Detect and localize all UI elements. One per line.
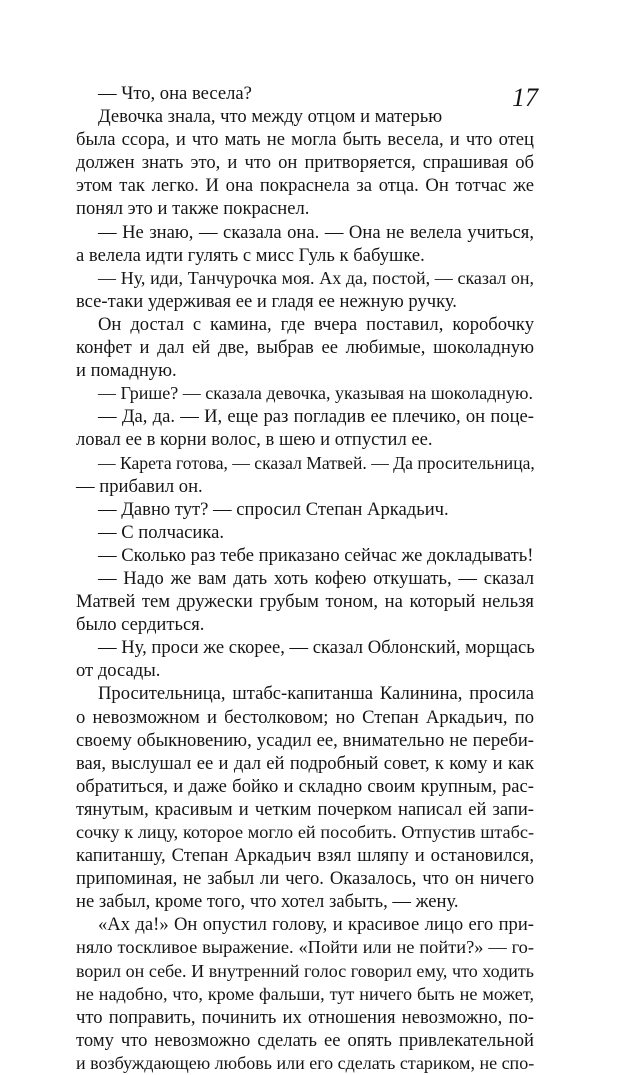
text-line: — Не знаю, — сказала она. — Она не велела учиться, [98, 221, 534, 243]
text-line: тянутым, красивым и четким почерком написал ей запи- [76, 798, 534, 820]
text-line: — Сколько раз тебе приказано сейчас же докладывать! [98, 544, 534, 566]
text-line: Матвей тем дружески грубым тоном, на который нельзя [76, 591, 534, 613]
text-line: тому что невозможно сделать ее опять привлекательной [76, 1029, 534, 1051]
text-block [76, 82, 534, 1075]
text-line: этом так легко. И она покраснела за отца. Он тотчас же [76, 175, 534, 197]
text-line: Он достал с камина, где вчера поставил, коробочку [98, 313, 534, 335]
text-line: ловал ее в корни волос, в шею и отпустил ее. [76, 429, 433, 451]
text-line: и помадную. [76, 360, 177, 382]
text-line: своему обыкновению, усадил ее, внимательно не переби- [76, 729, 534, 751]
text-line: — прибавил он. [76, 475, 203, 497]
text-line: — Что, она весела? [98, 83, 252, 104]
text-line: была ссора, и что мать не могла быть весела, и что отец [76, 129, 534, 151]
text-line: Просительница, штабс-капитанша Калинина, просила [98, 683, 534, 705]
text-line: ворил он себе. И внутренний голос говорил ему, что ходить [76, 960, 534, 981]
text-line: няло тоскливое выражение. «Пойти или не пойти?» — го- [76, 937, 534, 958]
text-line: что поправить, починить их отношения невозможно, по- [76, 1006, 534, 1028]
text-line: — С полчасика. [98, 521, 225, 543]
text-line: сочку к лицу, которое могло ей пособить. Отпустив штабс- [76, 822, 534, 842]
text-line: Девочка знала, что между отцом и матерью [98, 106, 443, 128]
text-line: — Надо же вам дать хоть кофею откушать, — сказал [98, 567, 534, 589]
text-line: все-таки удерживая ее и гладя ее нежную ручку. [76, 290, 457, 312]
text-line: — Карета готова, — сказал Матвей. — Да просительница, [98, 452, 535, 473]
text-line: обратиться, и даже бойко и складно своим крупным, рас- [76, 775, 534, 797]
text-line: понял это и также покраснел. [76, 198, 310, 220]
text-line: — Да, да. — И, еще раз погладив ее плечико, он поце- [98, 406, 534, 428]
page-number: 17 [512, 83, 538, 112]
text-line: было сердиться. [76, 614, 205, 636]
text-line: и возбуждающею любовь или его сделать стариком, не спо- [76, 1052, 535, 1073]
text-line: припоминая, не забыл ли чего. Оказалось, что он ничего [76, 868, 534, 890]
text-line: должен знать это, и что он притворяется, спрашивая об [76, 152, 534, 174]
text-line: а велела идти гулять с мисс Гуль к бабушке. [76, 244, 425, 266]
text-line: — Ну, проси же скорее, — сказал Облонский, морщась [98, 637, 535, 659]
text-line: капитаншу, Степан Аркадьич взял шляпу и остановился, [76, 845, 534, 867]
text-line: — Давно тут? — спросил Степан Аркадьич. [98, 498, 449, 520]
text-line: не забыл, кроме того, что хотел забыть, — жену. [76, 891, 459, 913]
text-line: от досады. [76, 660, 161, 682]
text-line: вая, выслушал ее и дал ей подробный совет, к кому и как [76, 752, 534, 774]
text-line: о невозможном и бестолковом; но Степан Аркадьич, по [76, 706, 534, 728]
text-line: — Грише? — сказала девочка, указывая на шоколадную. [98, 383, 533, 404]
text-line: конфет и дал ей две, выбрав ее любимые, шоколадную [76, 337, 534, 359]
text-line: не надобно, что, кроме фальши, тут ничего быть не может, [76, 983, 534, 1004]
text-line: «Ах да!» Он опустил голову, и красивое лицо его при- [98, 914, 534, 936]
text-line: — Ну, иди, Танчурочка моя. Ах да, постой, — сказал он, [98, 267, 534, 288]
